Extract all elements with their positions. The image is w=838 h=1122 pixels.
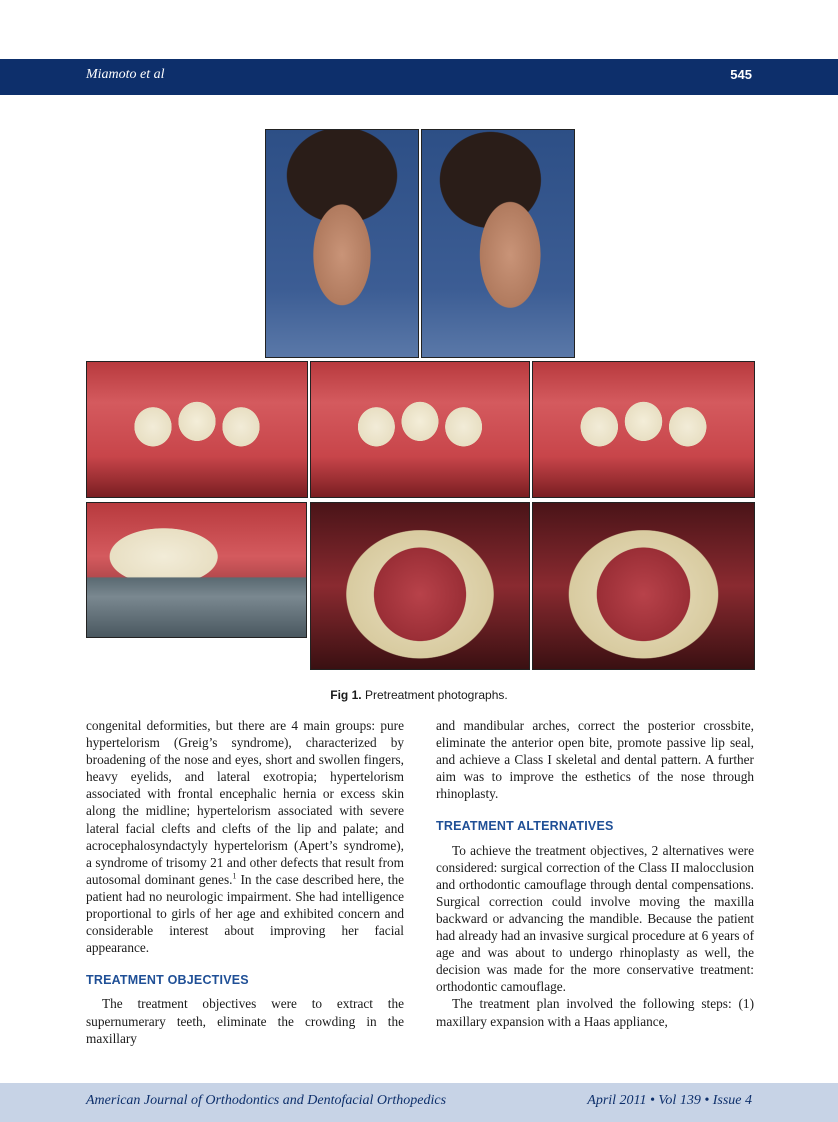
running-footer — [0, 1083, 838, 1122]
left-paragraph-1 — [86, 717, 404, 956]
left-column — [86, 717, 404, 1047]
header-author: Miamoto et al — [86, 67, 165, 82]
figure-caption — [0, 688, 838, 702]
right-column — [436, 717, 754, 1030]
overjet-ruler-photo — [86, 502, 307, 638]
maxillary-occlusal-photo — [310, 502, 530, 670]
right-intraoral-photo — [86, 361, 308, 498]
frontal-intraoral-photo — [310, 361, 530, 498]
left-intraoral-photo — [532, 361, 755, 498]
profile-face-photo — [421, 129, 575, 358]
mandibular-occlusal-photo — [532, 502, 755, 670]
right-paragraph-2: To achieve the treatment objectives, 2 alternatives were considered: surgical correction of the Class II malocclusion and orthodontic camouflage through dental compensations. Surgical correction could involve moving the maxilla backward or advancing the mandible. Because the patient had already had an invasive surgical procedure at 6 years of age and was about to undergo rhinoplasty as well, the decision was made for the more conservative treatment: orthodontic camouflage. — [436, 842, 755, 995]
frontal-face-photo — [265, 129, 419, 358]
right-paragraph-1: and mandibular arches, correct the posterior crossbite, eliminate the anterior open bite, promote passive lip seal, and achieve a Class I skeletal and dental pattern. A further aim was to improve the esthetics of the nose through rhinoplasty. — [436, 718, 754, 802]
section-heading-objectives: TREATMENT OBJECTIVES — [86, 973, 249, 988]
left-paragraph-1-end: In the case described here, the patient had no neurologic impairment. She had intelligence proportional to girls of her age and exhibited concern and considerable interest about improving her facial appearance. — [86, 871, 404, 956]
right-paragraph-3: The treatment plan involved the following steps: (1) maxillary expansion with a Haas appliance, — [436, 996, 754, 1029]
figure-label: Fig 1. — [330, 688, 362, 702]
footer-issue-info: April 2011 • Vol 139 • Issue 4 — [587, 1093, 752, 1108]
footer-journal-title: American Journal of Orthodontics and Dentofacial Orthopedics — [86, 1093, 447, 1108]
section-heading-alternatives: TREATMENT ALTERNATIVES — [436, 819, 614, 834]
running-header — [0, 59, 838, 95]
left-paragraph-1-text: congenital deformities, but there are 4 main groups: pure hypertelorism (Greig’s syndrome), characterized by broadening of the nose and eyes, short and swollen fingers, heavy eyelids, and lateral exotropia; hypertelorism associated with frontal encephalic hernia or excess skin along the midline; hypertelorism associated with severe lateral facial clefts and clefts of the lip and palate; and acrocephalosyndactyly hypertelorism (Apert’s syndrome), a syndrome of trisomy 21 and other defects that result from autosomal dominant genes. — [86, 718, 404, 887]
left-paragraph-2: The treatment objectives were to extract the supernumerary teeth, eliminate the crowding in the maxillary — [86, 996, 404, 1046]
page-number: 545 — [730, 67, 752, 82]
reference-superscript: 1 — [232, 871, 237, 881]
figure-caption-text: Pretreatment photographs. — [364, 688, 508, 702]
